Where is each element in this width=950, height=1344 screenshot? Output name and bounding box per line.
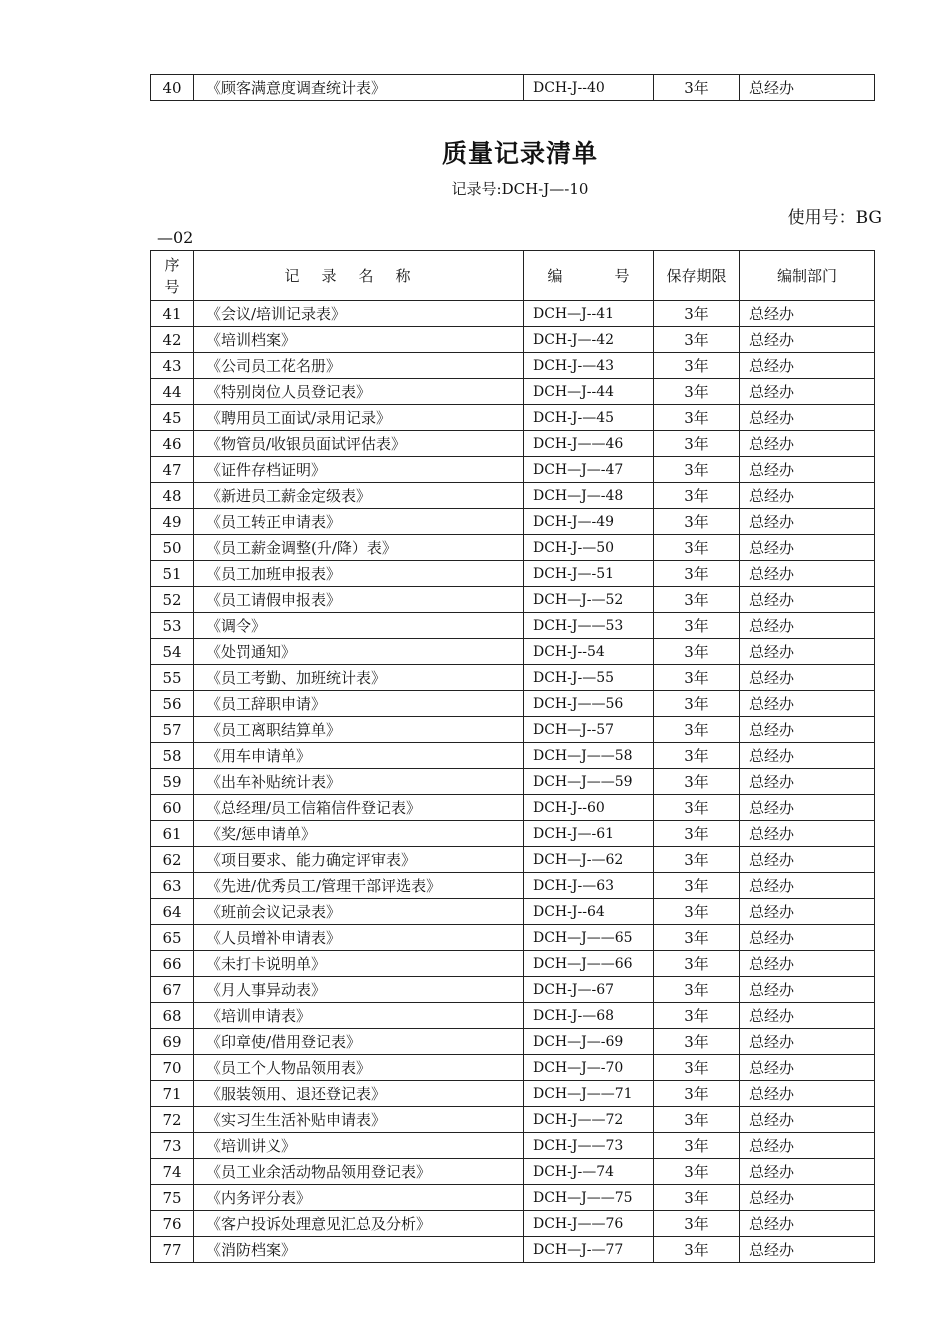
table-body [151, 301, 875, 1263]
cell-record-name: 《用车申请单》 [194, 743, 524, 769]
cell-dept: 总经办 [740, 509, 875, 535]
cell-code: DCH—J--41 [524, 301, 654, 327]
cell-record-name: 《培训档案》 [194, 327, 524, 353]
cell-no: 53 [151, 613, 194, 639]
cell-record-name: 《服装领用、退还登记表》 [194, 1081, 524, 1107]
cell-record-name: 《总经理/员工信箱信件登记表》 [194, 795, 524, 821]
table-row [151, 1237, 875, 1263]
cell-code: DCH-J-—45 [524, 405, 654, 431]
cell-dept: 总经办 [740, 613, 875, 639]
table-row [151, 1081, 875, 1107]
table-row [151, 1133, 875, 1159]
cell-no: 62 [151, 847, 194, 873]
cell-code: DCH-J—-67 [524, 977, 654, 1003]
cell-dept: 总经办 [740, 691, 875, 717]
cell-no: 55 [151, 665, 194, 691]
cell-record-name: 《先进/优秀员工/管理干部评选表》 [194, 873, 524, 899]
table-row [151, 561, 875, 587]
cell-no: 60 [151, 795, 194, 821]
cell-retention: 3年 [654, 899, 740, 925]
cell-dept: 总经办 [740, 75, 875, 101]
cell-retention: 3年 [654, 691, 740, 717]
cell-no: 67 [151, 977, 194, 1003]
cell-retention: 3年 [654, 951, 740, 977]
cell-record-name: 《班前会议记录表》 [194, 899, 524, 925]
table-row [151, 899, 875, 925]
table-row [151, 1185, 875, 1211]
header-no [151, 251, 194, 301]
cell-code: DCH-J--60 [524, 795, 654, 821]
table-row [151, 587, 875, 613]
cell-record-name: 《培训讲义》 [194, 1133, 524, 1159]
cell-code: DCH—J—-70 [524, 1055, 654, 1081]
cell-record-name: 《物管员/收银员面试评估表》 [194, 431, 524, 457]
cell-retention: 3年 [654, 717, 740, 743]
cell-dept: 总经办 [740, 665, 875, 691]
cell-dept: 总经办 [740, 379, 875, 405]
table-row [151, 457, 875, 483]
cell-retention: 3年 [654, 977, 740, 1003]
cell-dept: 总经办 [740, 535, 875, 561]
table-row [151, 717, 875, 743]
cell-retention: 3年 [654, 769, 740, 795]
table-row [151, 665, 875, 691]
cell-no: 75 [151, 1185, 194, 1211]
cell-retention: 3年 [654, 1133, 740, 1159]
cell-no: 45 [151, 405, 194, 431]
cell-dept: 总经办 [740, 639, 875, 665]
table-row [151, 379, 875, 405]
cell-retention: 3年 [654, 613, 740, 639]
table-row [151, 327, 875, 353]
cell-record-name: 《出车补贴统计表》 [194, 769, 524, 795]
table-row [151, 639, 875, 665]
cell-dept: 总经办 [740, 977, 875, 1003]
cell-dept: 总经办 [740, 795, 875, 821]
cell-code: DCH-J——72 [524, 1107, 654, 1133]
cell-dept: 总经办 [740, 353, 875, 379]
cell-no: 63 [151, 873, 194, 899]
cell-dept: 总经办 [740, 405, 875, 431]
table-row [151, 951, 875, 977]
header-dept: 编制部门 [740, 251, 875, 301]
cell-code: DCH-J--64 [524, 899, 654, 925]
cell-no: 41 [151, 301, 194, 327]
page-title: 质量记录清单 [441, 139, 598, 168]
cell-code: DCH-J-—68 [524, 1003, 654, 1029]
table-row [151, 1055, 875, 1081]
cell-no: 44 [151, 379, 194, 405]
cell-no: 47 [151, 457, 194, 483]
cell-retention: 3年 [654, 873, 740, 899]
cell-record-name: 《员工辞职申请》 [194, 691, 524, 717]
cell-record-name: 《印章使/借用登记表》 [194, 1029, 524, 1055]
cell-record-name: 《人员增补申请表》 [194, 925, 524, 951]
table-row [151, 925, 875, 951]
cell-no: 66 [151, 951, 194, 977]
cell-dept: 总经办 [740, 873, 875, 899]
cell-retention: 3年 [654, 665, 740, 691]
table-row [151, 301, 875, 327]
table-row [151, 483, 875, 509]
cell-code: DCH—J——75 [524, 1185, 654, 1211]
cell-dept: 总经办 [740, 1107, 875, 1133]
cell-record-name: 《实习生生活补贴申请表》 [194, 1107, 524, 1133]
cell-code: DCH-J——56 [524, 691, 654, 717]
cell-code: DCH—J——66 [524, 951, 654, 977]
table-row [151, 405, 875, 431]
cell-code: DCH—J——65 [524, 925, 654, 951]
cell-code: DCH—J--57 [524, 717, 654, 743]
table-header-row [151, 251, 875, 301]
table-row [151, 821, 875, 847]
cell-code: DCH-J——76 [524, 1211, 654, 1237]
cell-retention: 3年 [654, 405, 740, 431]
cell-retention: 3年 [654, 457, 740, 483]
table-row [151, 691, 875, 717]
cell-no: 76 [151, 1211, 194, 1237]
cell-dept: 总经办 [740, 483, 875, 509]
cell-record-name: 《未打卡说明单》 [194, 951, 524, 977]
cell-retention: 3年 [654, 483, 740, 509]
header-record-name: 记录名称 [194, 251, 524, 301]
cell-record-name: 《员工离职结算单》 [194, 717, 524, 743]
cell-code: DCH-J——53 [524, 613, 654, 639]
cell-retention: 3年 [654, 1107, 740, 1133]
cell-retention: 3年 [654, 431, 740, 457]
cell-dept: 总经办 [740, 899, 875, 925]
cell-no: 49 [151, 509, 194, 535]
cell-code: DCH-J—-49 [524, 509, 654, 535]
cell-record-name: 《内务评分表》 [194, 1185, 524, 1211]
cell-record-name: 《员工请假申报表》 [194, 587, 524, 613]
cell-record-name: 《公司员工花名册》 [194, 353, 524, 379]
table-row [151, 1211, 875, 1237]
cell-record-name: 《聘用员工面试/录用记录》 [194, 405, 524, 431]
cell-code: DCH-J--40 [524, 75, 654, 101]
table-row [151, 1029, 875, 1055]
cell-no: 61 [151, 821, 194, 847]
cell-code: DCH—J--44 [524, 379, 654, 405]
cell-dept: 总经办 [740, 301, 875, 327]
cell-record-name: 《项目要求、能力确定评审表》 [194, 847, 524, 873]
header-no-line1: 序 [164, 255, 180, 274]
cell-code: DCH—J—-47 [524, 457, 654, 483]
cell-retention: 3年 [654, 821, 740, 847]
cell-no: 46 [151, 431, 194, 457]
cell-code: DCH-J—-61 [524, 821, 654, 847]
cell-dept: 总经办 [740, 1133, 875, 1159]
cell-no: 65 [151, 925, 194, 951]
cell-retention: 3年 [654, 1003, 740, 1029]
cell-retention: 3年 [654, 75, 740, 101]
cell-code: DCH-J——46 [524, 431, 654, 457]
cell-no: 50 [151, 535, 194, 561]
table-row [151, 1159, 875, 1185]
cell-record-name: 《员工薪金调整(升/降）表》 [194, 535, 524, 561]
table-row [151, 769, 875, 795]
cell-code: DCH-J—-51 [524, 561, 654, 587]
cell-record-name: 《员工个人物品领用表》 [194, 1055, 524, 1081]
cell-no: 70 [151, 1055, 194, 1081]
cell-record-name: 《培训申请表》 [194, 1003, 524, 1029]
cell-record-name: 《月人事异动表》 [194, 977, 524, 1003]
header-no-line2: 号 [164, 277, 180, 296]
table-row [151, 847, 875, 873]
cell-record-name: 《员工考勤、加班统计表》 [194, 665, 524, 691]
cell-dept: 总经办 [740, 717, 875, 743]
cell-no: 56 [151, 691, 194, 717]
cell-dept: 总经办 [740, 457, 875, 483]
cell-record-name: 《处罚通知》 [194, 639, 524, 665]
cell-code: DCH—J-—77 [524, 1237, 654, 1263]
cell-retention: 3年 [654, 1237, 740, 1263]
cell-no: 71 [151, 1081, 194, 1107]
cell-no: 58 [151, 743, 194, 769]
cell-record-name: 《客户投诉处理意见汇总及分析》 [194, 1211, 524, 1237]
use-number-tail: —02 [157, 228, 194, 247]
cell-record-name: 《新进员工薪金定级表》 [194, 483, 524, 509]
cell-code: DCH—J—-69 [524, 1029, 654, 1055]
cell-retention: 3年 [654, 1055, 740, 1081]
header-code-part1: 编 [547, 267, 563, 285]
cell-dept: 总经办 [740, 1185, 875, 1211]
cell-no: 72 [151, 1107, 194, 1133]
cell-retention: 3年 [654, 639, 740, 665]
cell-record-name: 《会议/培训记录表》 [194, 301, 524, 327]
cell-record-name: 《员工业余活动物品领用登记表》 [194, 1159, 524, 1185]
table-row [151, 795, 875, 821]
use-number: 使用号：BG [787, 208, 882, 228]
cell-retention: 3年 [654, 1211, 740, 1237]
cell-no: 59 [151, 769, 194, 795]
cell-retention: 3年 [654, 587, 740, 613]
cell-retention: 3年 [654, 353, 740, 379]
cell-retention: 3年 [654, 327, 740, 353]
cell-code: DCH—J——58 [524, 743, 654, 769]
cell-code: DCH-J-—43 [524, 353, 654, 379]
cell-no: 57 [151, 717, 194, 743]
cell-dept: 总经办 [740, 561, 875, 587]
cell-code: DCH—J-—62 [524, 847, 654, 873]
cell-no: 54 [151, 639, 194, 665]
cell-dept: 总经办 [740, 1159, 875, 1185]
cell-retention: 3年 [654, 1185, 740, 1211]
cell-no: 74 [151, 1159, 194, 1185]
cell-retention: 3年 [654, 1029, 740, 1055]
cell-dept: 总经办 [740, 925, 875, 951]
previous-page-table [150, 74, 875, 101]
cell-code: DCH—J——59 [524, 769, 654, 795]
cell-record-name: 《奖/惩申请单》 [194, 821, 524, 847]
header-code-part2: 号 [614, 267, 630, 285]
cell-code: DCH-J-—63 [524, 873, 654, 899]
cell-dept: 总经办 [740, 1211, 875, 1237]
cell-retention: 3年 [654, 795, 740, 821]
cell-code: DCH—J—-48 [524, 483, 654, 509]
cell-dept: 总经办 [740, 1029, 875, 1055]
cell-dept: 总经办 [740, 769, 875, 795]
cell-record-name: 《调令》 [194, 613, 524, 639]
cell-dept: 总经办 [740, 951, 875, 977]
cell-record-name: 《顾客满意度调查统计表》 [194, 75, 524, 101]
cell-code: DCH—J——71 [524, 1081, 654, 1107]
table-row [151, 353, 875, 379]
cell-code: DCH-J--54 [524, 639, 654, 665]
cell-no: 42 [151, 327, 194, 353]
cell-dept: 总经办 [740, 743, 875, 769]
cell-dept: 总经办 [740, 1055, 875, 1081]
table-row [151, 509, 875, 535]
cell-retention: 3年 [654, 1159, 740, 1185]
cell-retention: 3年 [654, 509, 740, 535]
cell-code: DCH—J-—52 [524, 587, 654, 613]
cell-no: 52 [151, 587, 194, 613]
cell-retention: 3年 [654, 1081, 740, 1107]
quality-record-table [150, 250, 875, 1263]
table-row [151, 873, 875, 899]
cell-retention: 3年 [654, 301, 740, 327]
cell-no: 43 [151, 353, 194, 379]
table-row [151, 977, 875, 1003]
table-row [151, 431, 875, 457]
cell-record-name: 《员工加班申报表》 [194, 561, 524, 587]
cell-no: 40 [151, 75, 194, 101]
cell-record-name: 《证件存档证明》 [194, 457, 524, 483]
cell-no: 73 [151, 1133, 194, 1159]
cell-retention: 3年 [654, 743, 740, 769]
cell-dept: 总经办 [740, 1237, 875, 1263]
cell-dept: 总经办 [740, 587, 875, 613]
header-code [524, 251, 654, 301]
table-row [151, 1107, 875, 1133]
cell-code: DCH-J——73 [524, 1133, 654, 1159]
cell-record-name: 《员工转正申请表》 [194, 509, 524, 535]
cell-dept: 总经办 [740, 821, 875, 847]
cell-no: 51 [151, 561, 194, 587]
cell-code: DCH-J—-42 [524, 327, 654, 353]
cell-code: DCH-J-—55 [524, 665, 654, 691]
cell-no: 48 [151, 483, 194, 509]
cell-code: DCH-J-—50 [524, 535, 654, 561]
cell-retention: 3年 [654, 561, 740, 587]
table-row [151, 613, 875, 639]
cell-dept: 总经办 [740, 1081, 875, 1107]
cell-no: 64 [151, 899, 194, 925]
cell-record-name: 《特别岗位人员登记表》 [194, 379, 524, 405]
cell-record-name: 《消防档案》 [194, 1237, 524, 1263]
cell-no: 68 [151, 1003, 194, 1029]
table-row [151, 1003, 875, 1029]
record-number: 记录号:DCH-J—-10 [451, 180, 589, 198]
table-row [151, 75, 875, 101]
cell-retention: 3年 [654, 847, 740, 873]
table-row [151, 743, 875, 769]
cell-retention: 3年 [654, 379, 740, 405]
cell-no: 77 [151, 1237, 194, 1263]
cell-no: 69 [151, 1029, 194, 1055]
cell-dept: 总经办 [740, 327, 875, 353]
cell-retention: 3年 [654, 925, 740, 951]
cell-dept: 总经办 [740, 431, 875, 457]
cell-code: DCH-J-—74 [524, 1159, 654, 1185]
cell-dept: 总经办 [740, 1003, 875, 1029]
cell-retention: 3年 [654, 535, 740, 561]
header-retention: 保存期限 [654, 251, 740, 301]
cell-dept: 总经办 [740, 847, 875, 873]
table-row [151, 535, 875, 561]
